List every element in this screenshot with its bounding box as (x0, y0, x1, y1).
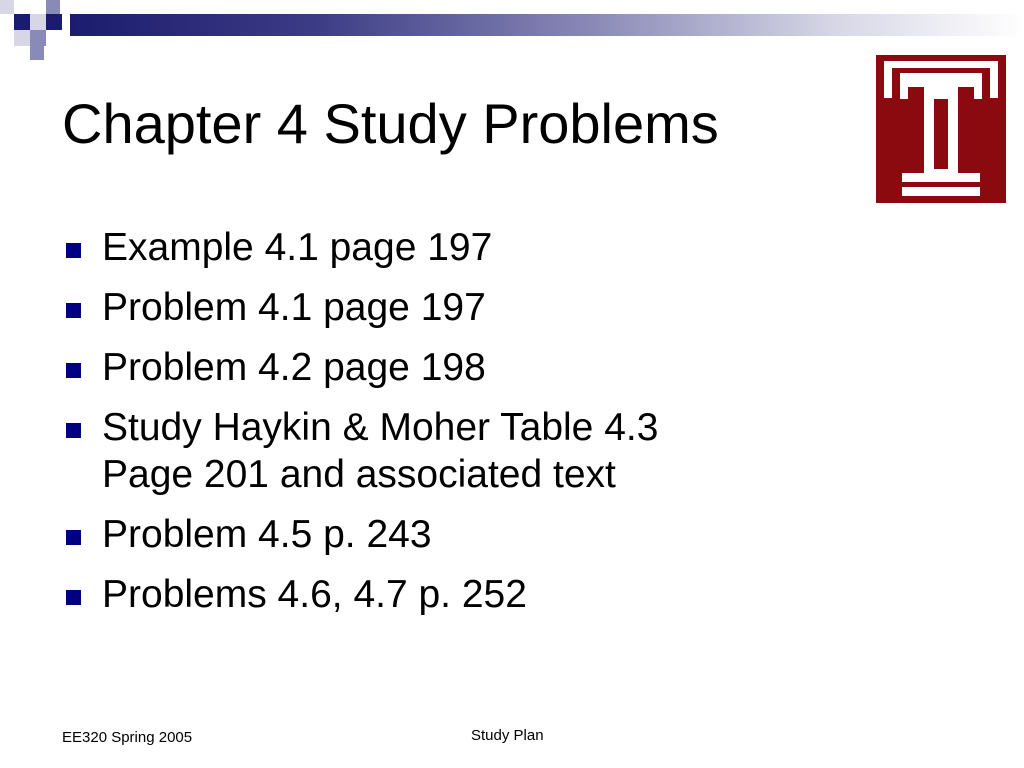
list-item (64, 404, 844, 498)
square-bullet-icon (66, 423, 81, 438)
list-item (64, 511, 844, 558)
footer-course-label: EE320 Spring 2005 (62, 729, 193, 746)
bullet-text: Problems 4.6, 4.7 p. 252 (102, 573, 527, 616)
bullet-list (64, 224, 844, 631)
bullet-text: Problem 4.2 page 198 (102, 346, 486, 389)
gradient-bar (70, 14, 1024, 36)
square-bullet-icon (66, 590, 81, 605)
bullet-text: Problem 4.1 page 197 (102, 286, 486, 329)
list-item (64, 224, 844, 271)
decorative-square-icon (14, 30, 30, 46)
slide-title: Chapter 4 Study Problems (62, 92, 719, 155)
decorative-square-icon (46, 14, 62, 30)
list-item (64, 284, 844, 331)
decorative-square-icon (46, 0, 60, 14)
list-item (64, 344, 844, 391)
decorative-square-icon (30, 46, 44, 60)
square-bullet-icon (66, 530, 81, 545)
footer-section-label: Study Plan (471, 727, 544, 744)
bullet-text: Study Haykin & Moher Table 4.3 Page 201 and associated text (102, 406, 659, 496)
decorative-square-icon (30, 14, 46, 30)
bullet-text: Problem 4.5 p. 243 (102, 513, 432, 556)
square-bullet-icon (66, 303, 81, 318)
list-item (64, 571, 844, 618)
decorative-square-icon (30, 30, 46, 46)
square-bullet-icon (66, 363, 81, 378)
square-bullet-icon (66, 243, 81, 258)
top-decorative-band (0, 0, 1024, 62)
temple-t-logo-icon (876, 55, 1006, 203)
bullet-text: Example 4.1 page 197 (102, 226, 493, 269)
decorative-square-icon (14, 14, 30, 30)
decorative-square-icon (0, 0, 14, 14)
